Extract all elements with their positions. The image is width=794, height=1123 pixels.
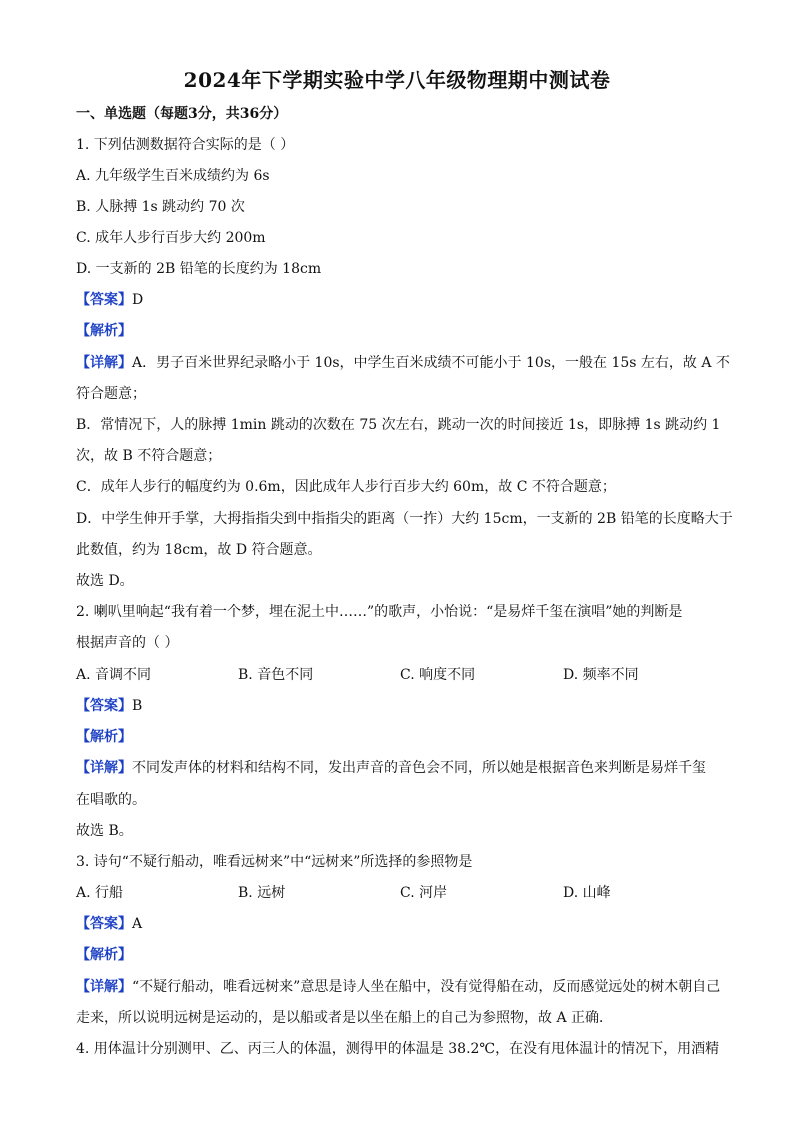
q3-detail-line [76,977,726,997]
detail-tag: 【详解】 [76,355,132,371]
q4-stem: 4. 用体温计分别测甲、乙、丙三人的体温，测得甲的体温是 38.2℃，在没有甩体温计的情况下，用酒精 [76,1041,720,1057]
q1-detail-line: 此数值，约为 18cm，故 D 符合题意。 [76,542,322,558]
answer-tag: 【答案】 [76,292,132,308]
q1-answer [76,290,726,310]
q1-option-b: B. 人脉搏 1s 跳动约 70 次 [76,199,245,215]
q1-option-c: C. 成年人步行百步大约 200m [76,230,266,246]
q2-analysis [76,727,726,747]
detail-tag: 【详解】 [76,760,132,776]
q3-option-b: B. 远树 [238,885,286,901]
q3-analysis [76,945,726,965]
q1-conclusion: 故选 D。 [76,573,134,589]
q1-option-d: D. 一支新的 2B 铅笔的长度约为 18cm [76,261,322,277]
q1-detail-line: C．成年人步行的幅度约为 0.6m，因此成年人步行百步大约 60m，故 C 不符合题意； [76,479,616,495]
q3-answer [76,914,726,934]
q1-detail-line: B．常情况下，人的脉搏 1min 跳动的次数在 75 次左右，跳动一次的时间接近 1s，即脉搏 1s 跳动约 1 [76,417,721,433]
detail-text: “不疑行船动，唯看远树来”意思是诗人坐在船中，没有觉得船在动，反而感觉远处的树木朝自己 [132,979,721,995]
answer-value: A [132,916,143,932]
q2-detail-line: 在唱歌的。 [76,792,146,808]
q1-stem: 1. 下列估测数据符合实际的是（ ） [76,137,295,153]
answer-tag: 【答案】 [76,916,132,932]
q2-option-c: C. 响度不同 [400,667,476,683]
q1-option-a: A. 九年级学生百米成绩约为 6s [76,168,270,184]
analysis-tag: 【解析】 [76,323,132,339]
q1-detail-line: D．中学生伸开手掌，大拇指指尖到中指指尖的距离（一拃）大约 15cm，一支新的 2B 铅笔的长度略大于 [76,511,733,527]
q3-stem: 3. 诗句“不疑行船动，唯看远树来”中“远树来”所选择的参照物是 [76,854,473,870]
q3-option-a: A. 行船 [76,885,124,901]
q3-detail-line: 走来，所以说明远树是运动的，是以船或者是以坐在船上的自己为参照物，故 A 正确． [76,1010,614,1026]
answer-value: D [132,292,144,308]
q2-detail-line [76,758,726,778]
answer-tag: 【答案】 [76,698,132,714]
q1-detail-line: 次，故 B 不符合题意； [76,448,222,464]
q2-option-d: D. 频率不同 [563,667,639,683]
q2-option-b: B. 音色不同 [238,667,314,683]
q2-stem: 根据声音的（ ） [76,635,179,651]
detail-text: 不同发声体的材料和结构不同，发出声音的音色会不同，所以她是根据音色来判断是易烊千玺 [132,760,706,776]
detail-tag: 【详解】 [76,979,132,995]
analysis-tag: 【解析】 [76,947,132,963]
q2-option-a: A. 音调不同 [76,667,152,683]
q1-detail-line: 符合题意； [76,386,146,402]
q1-analysis [76,321,726,341]
q2-stem: 2. 喇叭里响起“我有着一个梦，埋在泥土中……”的歌声，小怡说：“是易烊千玺在演唱”她的判断是 [76,604,683,620]
answer-value: B [132,698,143,714]
q1-detail-line [76,353,730,373]
q3-option-d: D. 山峰 [563,885,611,901]
q2-answer [76,696,726,716]
page-title: 2024年下学期实验中学八年级物理期中测试卷 [183,68,611,92]
q2-conclusion: 故选 B。 [76,823,133,839]
detail-text: A．男子百米世界纪录略小于 10s，中学生百米成绩不可能小于 10s，一般在 15s 左右，故 A 不 [132,355,730,371]
q3-option-c: C. 河岸 [400,885,448,901]
analysis-tag: 【解析】 [76,729,132,745]
section-heading: 一、单选题（每题3分，共36分） [76,106,288,122]
